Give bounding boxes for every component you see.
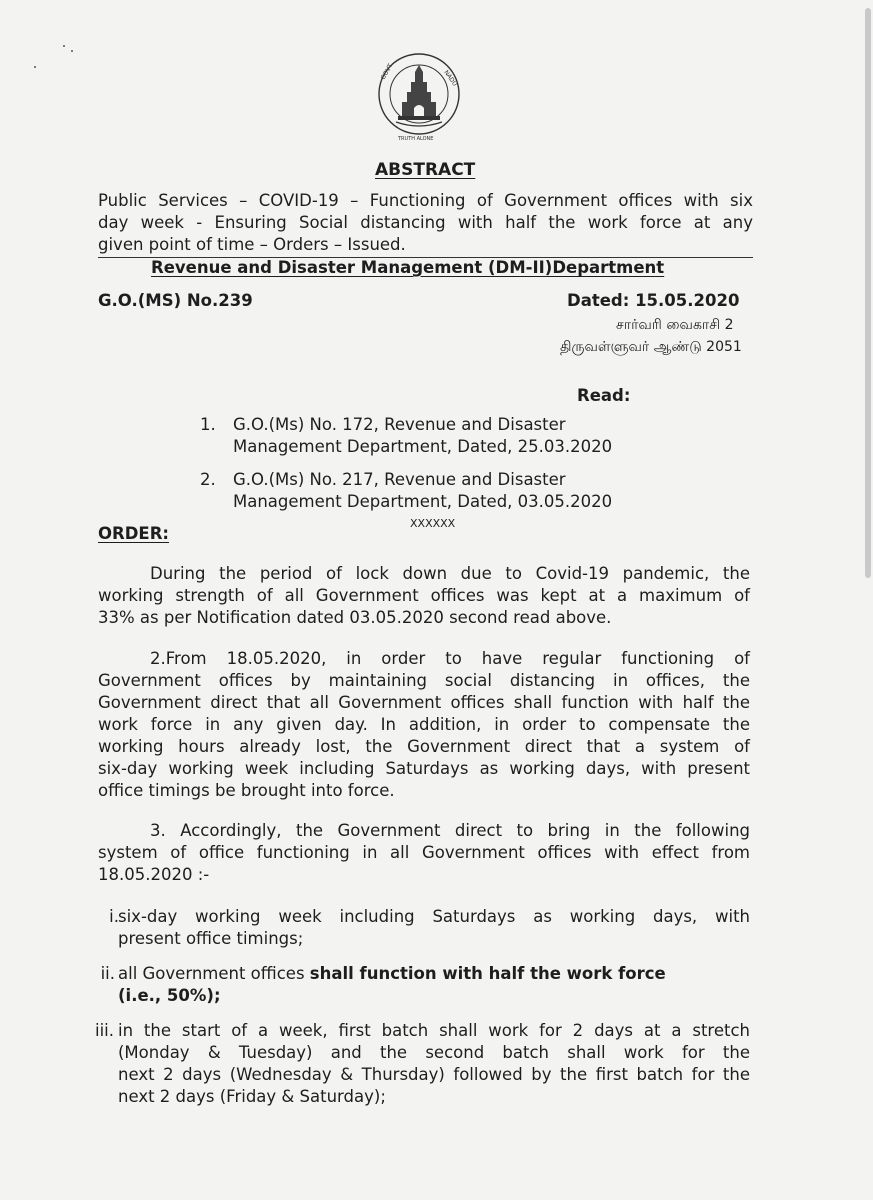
item-2-bold-text: shall function with half the work force (309, 964, 666, 983)
svg-text:GOVT: GOVT (379, 62, 395, 81)
reference-1-line-2: Management Department, Dated, 25.03.2020 (233, 437, 613, 456)
paragraph-2-line-1: 2.From 18.05.2020, in order to have regular functioning of (150, 649, 750, 668)
scan-speck (34, 66, 36, 68)
paragraph-2-line-5: working hours already lost, the Government direct that a system of (98, 737, 750, 756)
item-3-number: iii. (95, 1021, 114, 1040)
abstract-heading: ABSTRACT (375, 160, 476, 180)
paragraph-1-line-1: During the period of lock down due to Covid-19 pandemic, the (150, 564, 750, 583)
subject-line-1: Public Services – COVID-19 – Functioning of Government offices with six (98, 191, 753, 210)
scan-speck (63, 45, 65, 47)
paragraph-2-line-4: work force in any given day. In addition, in order to compensate the (98, 715, 750, 734)
item-3-line-3: next 2 days (Wednesday & Thursday) followed by the first batch for the (118, 1065, 750, 1084)
order-heading: ORDER: (98, 524, 170, 543)
item-1-number: i. (109, 907, 119, 926)
item-3-line-1: in the start of a week, first batch shall work for 2 days at a stretch (118, 1021, 750, 1040)
paragraph-2-line-6: six-day working week including Saturdays as working days, with present (98, 759, 750, 778)
item-2-plain-text: all Government offices (118, 964, 310, 983)
svg-text:TRUTH ALONE: TRUTH ALONE (398, 136, 434, 142)
separator: XXXXXX (410, 517, 456, 530)
read-heading: Read: (577, 386, 631, 405)
go-number: G.O.(MS) No.239 (98, 291, 253, 310)
item-2-line-2: (i.e., 50%); (118, 986, 221, 1005)
tamil-date-line-2: திருவள்ளுவர் ஆண்டு 2051 (560, 339, 742, 355)
scrollbar-thumb[interactable] (865, 8, 871, 578)
item-2-line-1 (118, 963, 666, 985)
reference-2-line-1: G.O.(Ms) No. 217, Revenue and Disaster (233, 470, 566, 489)
reference-2-number: 2. (200, 470, 216, 489)
paragraph-1-line-3: 33% as per Notification dated 03.05.2020 second read above. (98, 608, 612, 627)
paragraph-3-line-1: 3. Accordingly, the Government direct to bring in the following (150, 821, 750, 840)
subject-line-2: day week - Ensuring Social distancing with half the work force at any (98, 213, 753, 232)
paragraph-2-line-7: office timings be brought into force. (98, 781, 395, 800)
reference-2-line-2: Management Department, Dated, 03.05.2020 (233, 492, 613, 511)
reference-1-line-1: G.O.(Ms) No. 172, Revenue and Disaster (233, 415, 566, 434)
reference-1-number: 1. (200, 415, 216, 434)
paragraph-1-line-2: working strength of all Government offices was kept at a maximum of (98, 586, 750, 605)
vertical-scrollbar[interactable] (865, 0, 871, 1200)
item-1-line-2: present office timings; (118, 929, 304, 948)
dated: Dated: 15.05.2020 (567, 291, 740, 310)
paragraph-3-line-2: system of office functioning in all Government offices with effect from (98, 843, 750, 862)
item-3-line-2: (Monday & Tuesday) and the second batch shall work for the (118, 1043, 750, 1062)
subject-line-3: given point of time – Orders – Issued. (98, 235, 406, 254)
item-1-line-1: six-day working week including Saturdays as working days, with (118, 907, 750, 926)
department-heading: Revenue and Disaster Management (DM-II)Department (151, 258, 665, 277)
scan-speck (71, 50, 73, 52)
paragraph-2-line-3: Government direct that all Government offices shall function with half the (98, 693, 750, 712)
item-3-line-4: next 2 days (Friday & Saturday); (118, 1087, 386, 1106)
paragraph-2-line-2: Government offices by maintaining social distancing in offices, the (98, 671, 750, 690)
svg-text:NADU: NADU (442, 69, 459, 88)
tamil-date-line-1: சார்வரி வைகாசி 2 (616, 317, 734, 333)
paragraph-3-line-3: 18.05.2020 :- (98, 865, 210, 884)
item-2-number: ii. (100, 964, 115, 983)
tamil-nadu-government-emblem-icon (374, 50, 464, 146)
